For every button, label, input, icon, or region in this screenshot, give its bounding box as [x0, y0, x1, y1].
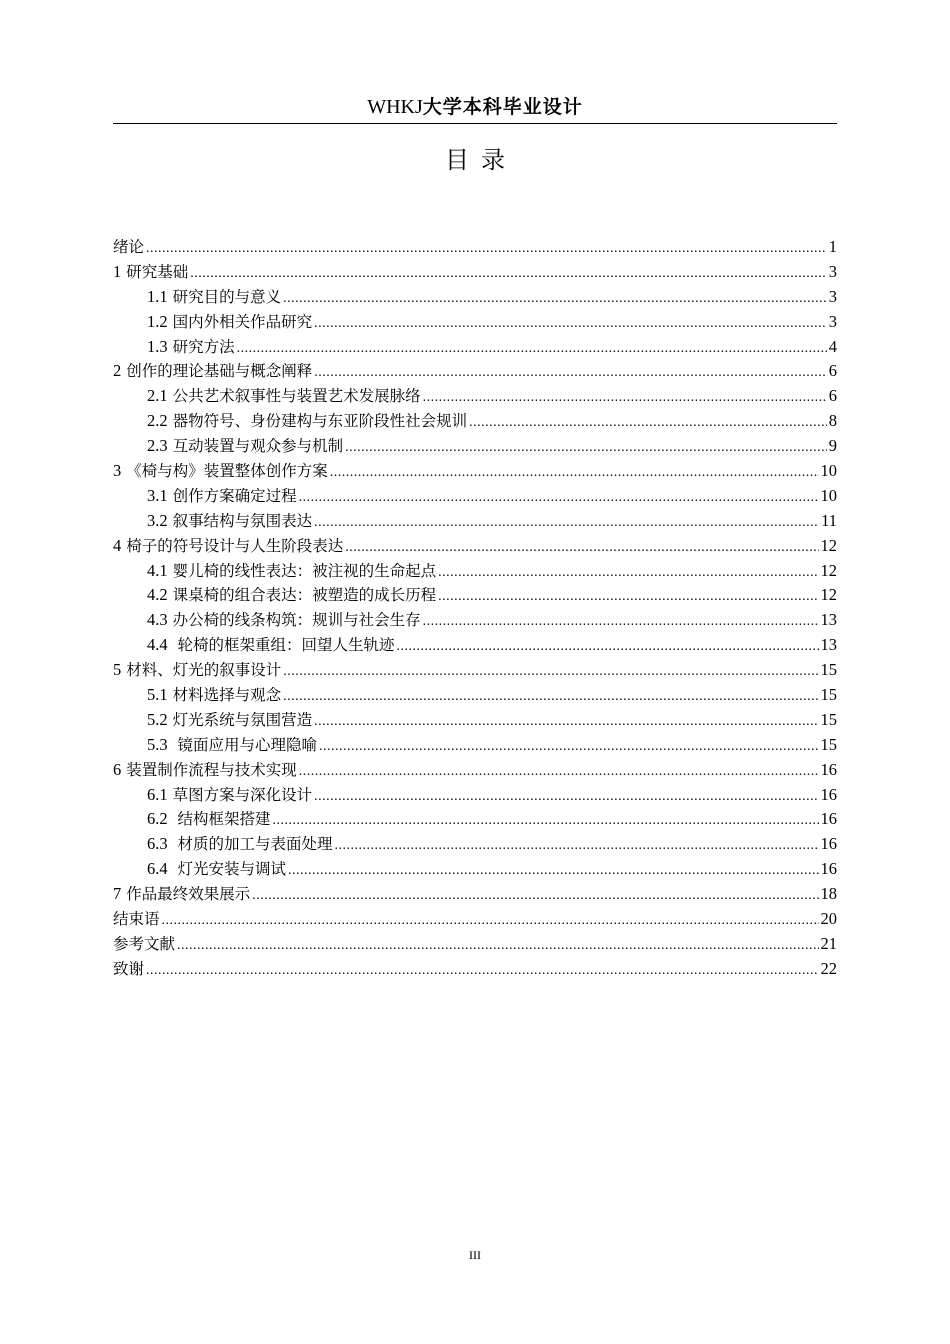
toc-entry-number: 1.2 — [147, 311, 168, 331]
toc-entry[interactable] — [113, 509, 837, 534]
toc-entry-label — [147, 409, 467, 434]
toc-entry-page: 3 — [828, 286, 837, 306]
toc-entry-text: 轮椅的框架重组：回望人生轨迹 — [172, 636, 395, 655]
toc-entry-text: 互动装置与观众参与机制 — [172, 437, 344, 456]
toc-entry-text: 结构框架搭建 — [172, 810, 271, 829]
toc-entry-page: 16 — [820, 834, 837, 854]
toc-leader-dots — [314, 710, 818, 735]
toc-entry-page: 16 — [820, 859, 837, 879]
toc-entry[interactable] — [113, 559, 837, 584]
toc-entry[interactable] — [113, 882, 837, 907]
toc-entry-text: 研究方法 — [172, 337, 235, 356]
toc-entry[interactable] — [113, 957, 837, 982]
toc-entry-label — [113, 957, 144, 982]
toc-entry[interactable] — [113, 857, 837, 882]
toc-leader-dots — [283, 685, 818, 710]
toc-entry[interactable] — [113, 310, 837, 335]
toc-entry-text: 叙事结构与氛围表达 — [172, 511, 313, 530]
toc-entry[interactable] — [113, 832, 837, 857]
toc-entry-page: 8 — [828, 411, 837, 431]
toc-entry-label — [147, 783, 312, 808]
toc-entry-text: 镜面应用与心理隐喻 — [172, 735, 317, 754]
toc-entry-page: 4 — [828, 336, 837, 356]
toc-entry-text: 办公椅的线条构筑：规训与社会生存 — [172, 611, 421, 630]
toc-entry-page: 3 — [828, 311, 837, 331]
page-title: 目录 — [445, 146, 517, 174]
toc-entry-number: 6.1 — [147, 784, 168, 804]
toc-entry-text: 创作方案确定过程 — [172, 486, 297, 505]
toc-entry-number: 2.1 — [147, 386, 168, 406]
toc-entry-text: 婴儿椅的线性表达：被注视的生命起点 — [172, 561, 437, 580]
toc-entry-text: 灯光安装与调试 — [172, 860, 286, 879]
toc-leader-dots — [438, 585, 818, 610]
toc-entry[interactable] — [113, 583, 837, 608]
toc-entry-label — [147, 733, 317, 758]
toc-entry-number: 4.4 — [147, 635, 168, 655]
toc-entry-page: 13 — [820, 635, 837, 655]
toc-entry-page: 22 — [820, 958, 837, 978]
toc-entry[interactable] — [113, 783, 837, 808]
toc-entry-label — [147, 633, 395, 658]
toc-entry[interactable] — [113, 384, 837, 409]
toc-entry-page: 12 — [820, 560, 837, 580]
toc-entry-label — [113, 359, 312, 384]
toc-entry-label — [113, 758, 297, 783]
toc-entry-label — [113, 260, 188, 285]
toc-entry-number: 1 — [113, 261, 122, 281]
toc-entry-page: 9 — [828, 436, 837, 456]
toc-entry-text: 结束语 — [113, 910, 160, 929]
toc-entry-page: 1 — [828, 237, 837, 256]
toc-entry-page: 16 — [820, 759, 837, 779]
toc-entry-number: 6 — [113, 759, 122, 779]
toc-entry[interactable] — [113, 409, 837, 434]
toc-leader-dots — [335, 834, 819, 859]
toc-entry-page: 20 — [820, 909, 837, 929]
table-of-contents — [113, 235, 837, 982]
header-latin-text: WHKJ — [367, 96, 423, 118]
toc-entry-text: 公共艺术叙事性与装置艺术发展脉络 — [172, 387, 421, 406]
toc-entry-text: 装置制作流程与技术实现 — [126, 760, 297, 779]
toc-entry-text: 灯光系统与氛围营造 — [172, 710, 313, 729]
toc-entry-label — [147, 310, 312, 335]
toc-entry-text: 致谢 — [113, 959, 145, 978]
toc-leader-dots — [190, 262, 827, 287]
toc-leader-dots — [423, 386, 827, 411]
toc-leader-dots — [283, 660, 818, 685]
toc-entry-label — [113, 932, 175, 957]
toc-entry[interactable] — [113, 459, 837, 484]
toc-entry-text: 研究基础 — [126, 262, 189, 281]
toc-entry[interactable] — [113, 932, 837, 957]
toc-entry-label — [147, 708, 312, 733]
toc-entry-label — [113, 534, 343, 559]
toc-entry-page: 15 — [820, 685, 837, 705]
toc-entry-text: 国内外相关作品研究 — [172, 312, 313, 331]
toc-leader-dots — [469, 411, 827, 436]
toc-entry-page: 3 — [828, 261, 837, 281]
toc-entry-text: 作品最终效果展示 — [126, 885, 251, 904]
toc-entry-number: 4.2 — [147, 585, 168, 605]
toc-leader-dots — [252, 884, 818, 909]
toc-entry-number: 3.1 — [147, 485, 168, 505]
toc-entry-label — [147, 509, 312, 534]
toc-entry-number: 5.1 — [147, 685, 168, 705]
toc-entry[interactable] — [113, 658, 837, 683]
toc-entry-number: 2.2 — [147, 411, 168, 431]
toc-leader-dots — [397, 635, 819, 660]
toc-entry[interactable] — [113, 807, 837, 832]
toc-entry-label — [147, 832, 333, 857]
toc-entry-number: 6.4 — [147, 859, 168, 879]
page-number: III — [469, 1248, 481, 1262]
toc-entry[interactable] — [113, 758, 837, 783]
toc-entry-label — [147, 384, 421, 409]
toc-entry[interactable] — [113, 285, 837, 310]
toc-leader-dots — [146, 237, 827, 262]
toc-entry-number: 4.3 — [147, 610, 168, 630]
toc-leader-dots — [345, 436, 827, 461]
toc-entry-page: 13 — [820, 610, 837, 630]
toc-entry-page: 12 — [820, 585, 837, 605]
toc-entry-label — [113, 658, 281, 683]
toc-entry[interactable] — [113, 708, 837, 733]
toc-entry-text: 参考文献 — [113, 934, 176, 953]
toc-entry-number: 7 — [113, 884, 122, 904]
toc-entry[interactable] — [113, 608, 837, 633]
toc-leader-dots — [162, 909, 819, 934]
toc-entry-number: 1.3 — [147, 336, 168, 356]
toc-leader-dots — [299, 486, 819, 511]
toc-entry-label — [147, 683, 281, 708]
toc-entry-label — [147, 583, 436, 608]
toc-entry[interactable] — [113, 260, 837, 285]
toc-leader-dots — [146, 959, 818, 984]
toc-leader-dots — [330, 461, 819, 486]
toc-entry-number: 6.2 — [147, 809, 168, 829]
toc-entry-text: 创作的理论基础与概念阐释 — [126, 362, 313, 381]
toc-entry[interactable] — [113, 907, 837, 932]
toc-entry-page: 16 — [820, 784, 837, 804]
toc-leader-dots — [314, 361, 827, 386]
toc-leader-dots — [314, 312, 827, 337]
toc-entry-page: 12 — [820, 535, 837, 555]
toc-leader-dots — [438, 561, 818, 586]
toc-entry[interactable] — [113, 733, 837, 758]
toc-entry-label — [147, 857, 286, 882]
toc-entry[interactable] — [113, 484, 837, 509]
toc-entry-number: 2 — [113, 361, 122, 381]
toc-entry-number: 3 — [113, 461, 122, 481]
toc-entry-label — [147, 484, 297, 509]
toc-leader-dots — [273, 809, 819, 834]
toc-entry[interactable] — [113, 359, 837, 384]
toc-entry-label — [147, 807, 271, 832]
toc-entry-text: 研究目的与意义 — [172, 287, 282, 306]
toc-entry-text: 《椅与构》装置整体创作方案 — [126, 462, 328, 481]
toc-entry-number: 5.3 — [147, 734, 168, 754]
toc-entry[interactable] — [113, 335, 837, 360]
toc-entry-number: 2.3 — [147, 436, 168, 456]
toc-entry-page: 15 — [820, 734, 837, 754]
toc-entry-label — [147, 434, 343, 459]
toc-entry-page: 11 — [821, 510, 837, 530]
toc-leader-dots — [423, 610, 819, 635]
toc-leader-dots — [314, 785, 818, 810]
toc-entry[interactable] — [113, 683, 837, 708]
toc-entry-text: 材质的加工与表面处理 — [172, 835, 333, 854]
header-rule — [113, 123, 837, 124]
toc-entry-number: 5 — [113, 660, 122, 680]
toc-entry[interactable] — [113, 534, 837, 559]
toc-entry-page: 6 — [828, 386, 837, 406]
toc-entry-number: 3.2 — [147, 510, 168, 530]
toc-entry-page: 10 — [820, 485, 837, 505]
toc-leader-dots — [319, 735, 819, 760]
toc-entry-number: 1.1 — [147, 286, 168, 306]
toc-entry-label — [113, 907, 160, 932]
header-title-text: 大学本科毕业设计 — [422, 96, 583, 118]
toc-entry-label — [147, 608, 421, 633]
toc-entry-label — [147, 335, 235, 360]
toc-entry-label — [147, 285, 281, 310]
toc-entry-page: 10 — [820, 461, 837, 481]
toc-entry-text: 草图方案与深化设计 — [172, 785, 313, 804]
toc-entry-text: 椅子的符号设计与人生阶段表达 — [126, 536, 344, 555]
toc-entry-label — [113, 459, 328, 484]
toc-entry-label — [147, 559, 436, 584]
toc-entry-label — [113, 235, 144, 260]
toc-leader-dots — [177, 934, 818, 959]
toc-leader-dots — [288, 859, 819, 884]
toc-entry-page: 15 — [820, 709, 837, 729]
toc-entry-page: 21 — [820, 933, 837, 953]
toc-leader-dots — [314, 511, 819, 536]
toc-entry[interactable] — [113, 434, 837, 459]
toc-entry-text: 绪论 — [113, 238, 145, 256]
toc-entry-number: 4.1 — [147, 560, 168, 580]
toc-leader-dots — [345, 536, 818, 561]
toc-entry-page: 6 — [828, 361, 837, 381]
toc-entry[interactable] — [113, 235, 837, 260]
toc-leader-dots — [299, 760, 819, 785]
toc-leader-dots — [237, 337, 827, 362]
toc-entry-text: 器物符号、身份建构与东亚阶段性社会规训 — [172, 412, 468, 431]
toc-entry-label — [113, 882, 250, 907]
running-header — [0, 95, 950, 119]
toc-entry-text: 课桌椅的组合表达：被塑造的成长历程 — [172, 586, 437, 605]
toc-entry-number: 5.2 — [147, 709, 168, 729]
toc-entry-number: 6.3 — [147, 834, 168, 854]
toc-entry[interactable] — [113, 633, 837, 658]
toc-leader-dots — [283, 287, 827, 312]
toc-entry-page: 16 — [820, 809, 837, 829]
toc-entry-page: 15 — [820, 660, 837, 680]
toc-entry-text: 材料选择与观念 — [172, 686, 282, 705]
toc-entry-page: 18 — [820, 884, 837, 904]
toc-entry-number: 4 — [113, 535, 122, 555]
toc-entry-text: 材料、灯光的叙事设计 — [126, 661, 282, 680]
